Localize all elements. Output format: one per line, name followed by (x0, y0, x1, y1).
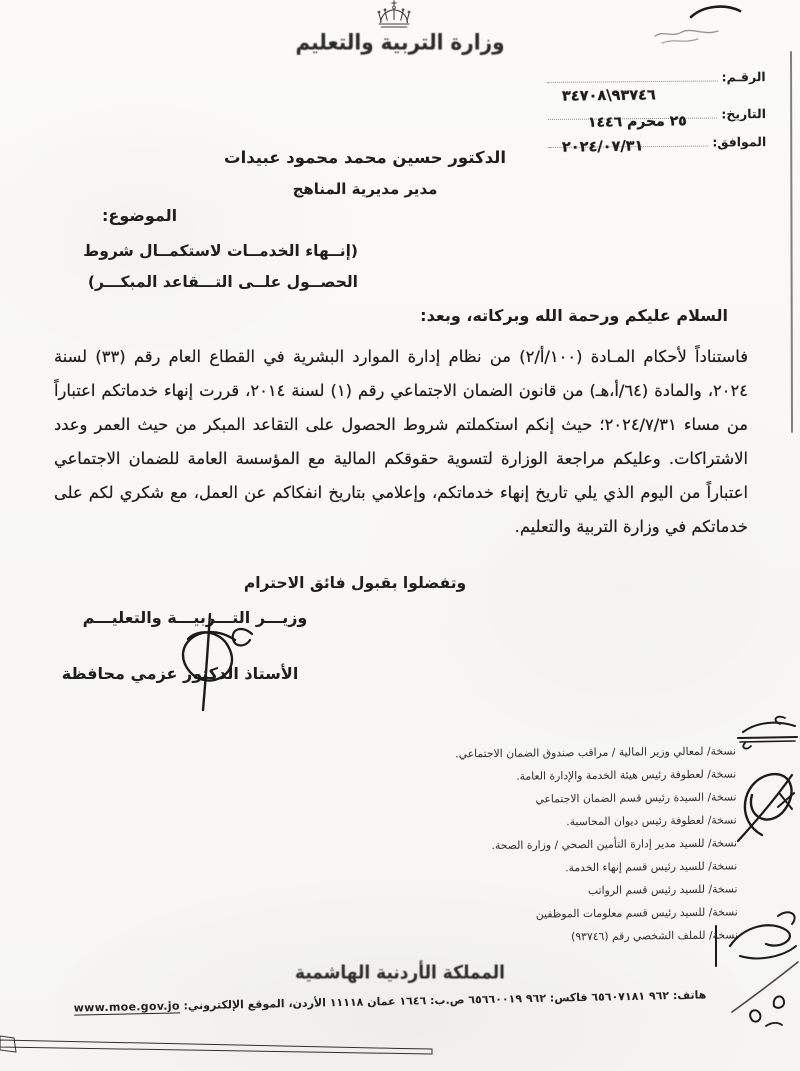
ref-corresponding-value: ٢٠٢٤/٠٧/٣١ (561, 138, 644, 156)
ref-corresponding-label: الموافق: (712, 134, 767, 150)
salutation: السلام عليكم ورحمة الله وبركاته، وبعد: (420, 306, 728, 325)
ref-number-value: ٩٣٧٤٦\٣٤٧٠٨ (561, 87, 656, 105)
subject-line-2: الحصــول علــى التـــقاعد المبكـــر) (87, 273, 358, 291)
cc-list (436, 739, 738, 949)
cc-item: نسخة/ للسيد رئيس قسم الرواتب (587, 882, 738, 897)
faint-handwritten-note-icon (652, 24, 722, 48)
pen-flourish-icon (688, 2, 744, 22)
kingdom-name-calligraphy: المملكة الأردنية الهاشمية (295, 962, 505, 984)
scan-edge-line-right (786, 52, 796, 432)
cc-item: نسخة/ للملف الشخصي رقم (٩٣٧٤٦) (571, 928, 739, 944)
subject-line-1: (إنــهاء الخدمــات لاستكمــال شروط (83, 242, 358, 260)
cc-item: نسخة/ لعطوفة رئيس ديوان المحاسبة. (566, 813, 737, 829)
addressee-name: الدكتور حسين محمد محمود عبيدات (224, 148, 506, 167)
margin-initials-scribble-2 (728, 763, 800, 851)
subject-label: الموضوع: (102, 206, 178, 225)
hashemite-crown-emblem (368, 0, 420, 30)
cc-item: نسخة/ للسيد رئيس قسم إنهاء الخدمة. (565, 859, 738, 875)
footer-contact-text: هاتف: ٩٦٢ ٦٥٦٠٧١٨١ فاكس: ٩٦٢ ٦٥٦٦٠٠١٩ ص.ب: ١٦٤٦ عمان ١١١١٨ الأردن، الموقع الإلكتروني: (183, 988, 707, 1013)
letter-body: فاستناداً لأحكام المـادة (١٠٠/أ/٢) من نظام إدارة الموارد البشرية في القطاع العام رقم (٣٣) لسنة ٢٠٢٤، والمادة (٦٤/أ،هـ) من قانون الضمان الاجتماعي رقم (١) لسنة ٢٠١٤، قررت إنهاء خدماتكم اعتباراً من مساء ٢٠٢٤/٧/٣١؛ حيث إنكم استكملتم شروط الحصول على التقاعد المبكر من حيث العمر وعدد الاشتراكات. وعليكم مراجعة الوزارة لتسوية حقوقكم المالية مع المؤسسة العامة للضمان الاجتماعي اعتباراً من اليوم الذي يلي تاريخ إنهاء خدماتكم، وإعلامي بتاريخ انفكاكم عن العمل، مع شكري لكم على خدماتكم في وزارة التربية والتعليم. (54, 347, 749, 536)
ministry-name-calligraphy: وزارة التربية والتعليم (295, 29, 505, 55)
ref-date-value: ٢٥ محرم ١٤٤٦ (587, 113, 687, 131)
website-link: www.moe.gov.jo (73, 999, 180, 1015)
subject-text (52, 236, 358, 298)
ref-number-row (548, 69, 766, 86)
closing-phrase: وتفضلوا بقبول فائق الاحترام (243, 574, 467, 592)
cc-item: نسخة/ للسيد مدير إدارة التأمين الصحي / وزارة الصحة. (491, 836, 738, 852)
minister-signature-icon (140, 612, 270, 712)
bottom-right-handwritten-note (732, 948, 800, 1028)
dotted-line (548, 79, 718, 82)
footer-contact-line (40, 988, 740, 1016)
cc-item: نسخة/ لعطوفة رئيس هيئة الخدمة والإدارة العامة. (516, 767, 737, 783)
margin-initials-scribble-1 (735, 710, 800, 752)
cc-item: نسخة/ للسيد رئيس قسم معلومات الموظفين (535, 905, 738, 921)
cc-item: نسخة/ لمعالي وزير المالية / مراقب صندوق الضمان الاجتماعي. (455, 744, 737, 761)
ref-date-label: التاريخ: (721, 106, 767, 122)
scan-edge-smear-bottom (0, 1032, 460, 1062)
ref-number-label: الرقـم: (721, 69, 766, 85)
addressee-title: مدير مديرية المناهج (292, 180, 438, 198)
cc-item: نسخة/ السيدة رئيس قسم الضمان الاجتماعي (535, 790, 737, 806)
signer-title: وزيـــر التـــربيـــة والتعليـــم (82, 608, 308, 627)
signer-name: الأستاذ الدكتور عزمي محافظة (61, 664, 299, 683)
